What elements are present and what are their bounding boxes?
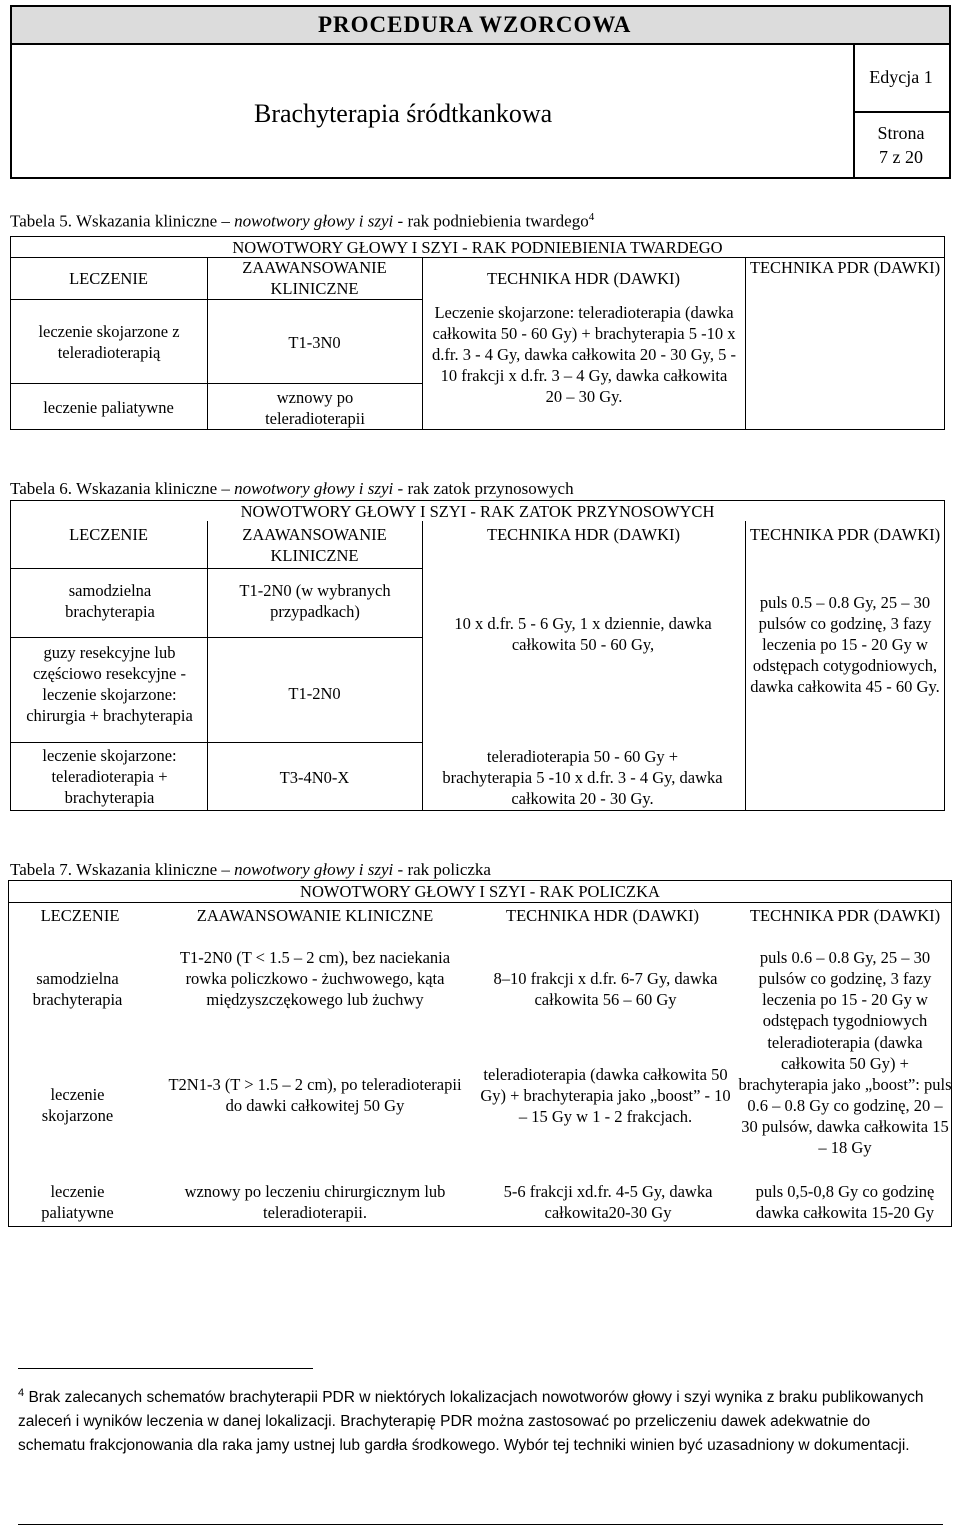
- table6-row2-stage: T1-2N0: [288, 684, 341, 703]
- table6-row1-stage: T1-2N0 (w wybranych przypadkach): [239, 581, 391, 621]
- page-label: Strona: [877, 123, 925, 143]
- table5-header-pdr: TECHNIKA PDR (DAWKI): [749, 258, 941, 277]
- document-header: [10, 5, 951, 179]
- table7-row1-treatment: samodzielna brachyterapia: [32, 969, 123, 1009]
- table7-row3-treatment: leczenie paliatywne: [41, 1182, 114, 1222]
- edition-cell: Edycja 1: [853, 43, 949, 113]
- table6-pdr-dose: puls 0.5 – 0.8 Gy, 25 – 30 pulsów co godzinę, 3 fazy leczenia po 15 - 20 Gy w odstępach cotygodniowych, dawka całkowita 45 - 60 Gy.: [750, 593, 940, 696]
- table6-header-pdr: TECHNIKA PDR (DAWKI): [749, 525, 941, 544]
- table7-row1-pdr: puls 0.6 – 0.8 Gy, 25 – 30 pulsów co godzinę, 3 fazy leczenia po 15 - 20 Gy w odstępach tygodniowych: [758, 948, 932, 1030]
- table6-row1-treatment: samodzielna brachyterapia: [65, 581, 155, 621]
- table6-hdr-dose-1: 10 x d.fr. 5 - 6 Gy, 1 x dziennie, dawka całkowita 50 - 60 Gy,: [454, 614, 712, 654]
- table7-row1-hdr: 8–10 frakcji x d.fr. 6-7 Gy, dawka całkowita 56 – 60 Gy: [493, 969, 718, 1009]
- table6-row3-treatment: leczenie skojarzone: teleradioterapia + brachyterapia: [42, 746, 177, 807]
- table5-row2-stage: wznowy po teleradioterapii: [265, 388, 365, 428]
- table7-row1-stage: T1-2N0 (T < 1.5 – 2 cm), bez naciekania rowka policzkowo - żuchwowego, kąta międzyszczękowego lub żuchwy: [179, 948, 451, 1009]
- table5-header-treatment: LECZENIE: [69, 269, 148, 288]
- table6-row3-stage: T3-4N0-X: [279, 768, 350, 787]
- table5-header-stage: ZAAWANSOWANIE KLINICZNE: [242, 258, 387, 298]
- table7-row3-stage: wznowy po leczeniu chirurgicznym lub teleradioterapii.: [184, 1182, 446, 1222]
- table6-header-stage: ZAAWANSOWANIE KLINICZNE: [242, 525, 387, 565]
- table6-caption: Tabela 6. Wskazania kliniczne – nowotwory głowy i szyi - rak zatok przynosowych: [10, 479, 574, 498]
- page-number: 7 z 20: [879, 147, 923, 167]
- table5-row1-stage: T1-3N0: [288, 333, 341, 352]
- table7-header-hdr: TECHNIKA HDR (DAWKI): [506, 906, 699, 925]
- table7-title: NOWOTWORY GŁOWY I SZYI - RAK POLICZKA: [300, 882, 660, 901]
- table7-header-stage: ZAAWANSOWANIE KLINICZNE: [196, 906, 434, 925]
- page-bottom-rule: [18, 1524, 943, 1525]
- table7-row2-stage: T2N1-3 (T > 1.5 – 2 cm), po teleradioterapii do dawki całkowitej 50 Gy: [168, 1075, 462, 1115]
- footnote-text: Brak zalecanych schematów brachyterapii PDR w niektórych lokalizacjach nowotworów głowy i szyi wynika z braku publikowanych zaleceń i wyników leczenia w danej lokalizacji. Brachyterapię PDR można zastosować po przeliczeniu dawek adekwatnie do schematu frakcjonowania dla raka jamy ustnej lub gardła środkowego. Wybór tej techniki winien być uzasadniony w dokumentacji.: [18, 1389, 924, 1455]
- table7-row2-hdr: teleradioterapia (dawka całkowita 50 Gy) + brachyterapia jako „boost” - 10 – 15 Gy w 1 - 2 frakcjach.: [480, 1065, 731, 1126]
- table7-header-pdr: TECHNIKA PDR (DAWKI): [749, 906, 941, 925]
- table5-caption: Tabela 5. Wskazania kliniczne – nowotwory głowy i szyi - rak podniebienia twardego$^4$: [10, 211, 595, 231]
- table5-title: NOWOTWORY GŁOWY I SZYI - RAK PODNIEBIENIA TWARDEGO: [232, 238, 723, 257]
- table6-title: NOWOTWORY GŁOWY I SZYI - RAK ZATOK PRZYNOSOWYCH: [240, 502, 715, 521]
- table7-caption: Tabela 7. Wskazania kliniczne – nowotwory głowy i szyi - rak policzka: [10, 860, 491, 879]
- table7-header-treatment: LECZENIE: [40, 906, 120, 925]
- header-banner: [12, 7, 949, 45]
- table6-hdr-dose-2: teleradioterapia 50 - 60 Gy + brachyterapia 5 -10 x d.fr. 3 - 4 Gy, dawka całkowita 20 - 30 Gy.: [442, 747, 723, 808]
- table5-row1-treatment: leczenie skojarzone z teleradioterapią: [38, 322, 180, 362]
- table7-row3-hdr: 5-6 frakcji xd.fr. 4-5 Gy, dawka całkowita20-30 Gy: [503, 1182, 713, 1222]
- table7-row2-pdr: teleradioterapia (dawka całkowita 50 Gy) + brachyterapia jako „boost”: puls 0.6 – 0.8 Gy co godzinę, 20 – 30 pulsów, dawka całkowita 15 – 18 Gy: [738, 1033, 952, 1157]
- table6-header-hdr: TECHNIKA HDR (DAWKI): [487, 525, 680, 544]
- table5-row2-treatment: leczenie paliatywne: [43, 398, 174, 417]
- header-title-cell: [12, 43, 855, 179]
- table5-header-hdr: TECHNIKA HDR (DAWKI): [487, 269, 680, 288]
- footnote-separator: [18, 1368, 313, 1369]
- table6-row2-treatment: guzy resekcyjne lub częściowo resekcyjne - leczenie skojarzone: chirurgia + brachyterapia: [26, 643, 193, 725]
- table5-hdr-dose: Leczenie skojarzone: teleradioterapia (dawka całkowita 50 - 60 Gy) + brachyterapia 5 -10 x d.fr. 3 - 4 Gy, dawka całkowita 20 - 30 Gy, 5 - 10 frakcji x d.fr. 3 – 4 Gy, dawka całkowita 20 – 30 Gy.: [432, 303, 736, 406]
- table6-header-treatment: LECZENIE: [69, 525, 148, 544]
- footnote-number: 4: [18, 1387, 25, 1399]
- banner-text: PROCEDURA WZORCOWA: [318, 12, 632, 37]
- footnote: [18, 1381, 938, 1458]
- document-title: Brachyterapia śródtkankowa: [254, 99, 553, 128]
- table7-row2-treatment: leczenie skojarzone: [41, 1085, 114, 1125]
- table7-row3-pdr: puls 0,5-0,8 Gy co godzinę dawka całkowita 15-20 Gy: [755, 1182, 935, 1222]
- page-number-cell: [853, 111, 949, 179]
- footnote-ref: 4: [588, 211, 595, 223]
